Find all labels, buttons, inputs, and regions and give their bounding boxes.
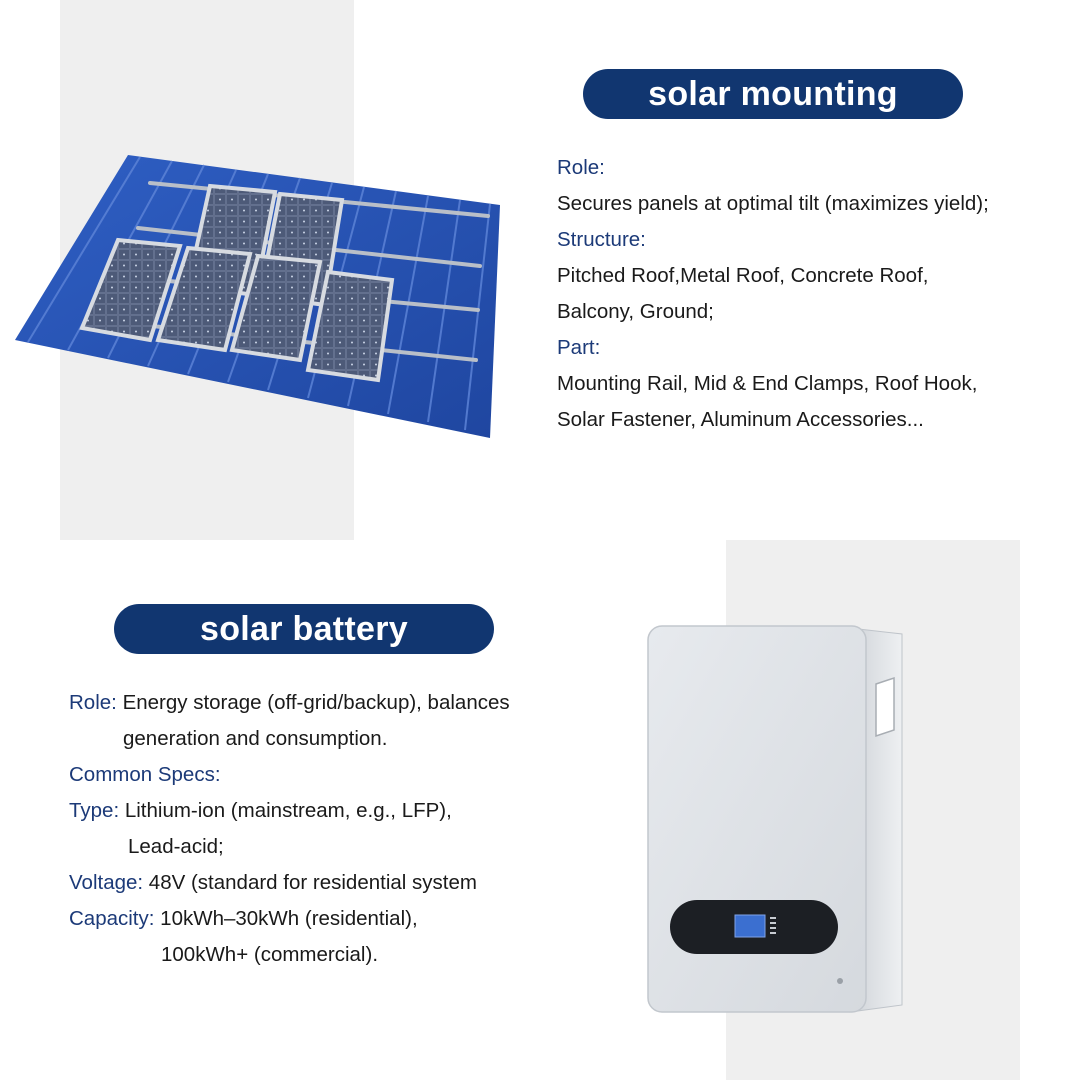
solar-panel-roof-mounting-illustration xyxy=(10,150,510,440)
battery-capacity-line: 10kWh–30kWh (residential), xyxy=(160,907,418,930)
solar-mounting-title: solar mounting xyxy=(583,69,963,119)
battery-voltage-text: 48V (standard for residential system xyxy=(148,871,477,894)
battery-capacity-line: 100kWh+ (commercial). xyxy=(161,943,379,966)
mounting-part-label: Part: xyxy=(557,336,601,359)
mounting-structure-label: Structure: xyxy=(557,228,646,251)
power-button xyxy=(837,978,843,984)
mounting-structure-line: Balcony, Ground; xyxy=(557,300,714,323)
battery-type-line: Lithium-ion (mainstream, e.g., LFP), xyxy=(124,799,452,822)
mounting-description xyxy=(557,150,1057,438)
battery-role-line: generation and consumption. xyxy=(123,727,388,750)
battery-specs-label: Common Specs: xyxy=(69,763,221,786)
battery-type-line: Lead-acid; xyxy=(128,835,224,858)
mounting-structure-line: Pitched Roof,Metal Roof, Concrete Roof, xyxy=(557,264,929,287)
battery-voltage-label: Voltage: xyxy=(69,871,144,894)
lcd-screen xyxy=(735,915,765,937)
mounting-part-line: Solar Fastener, Aluminum Accessories... xyxy=(557,408,924,431)
battery-role-line: Energy storage (off-grid/backup), balances xyxy=(122,691,510,714)
mounting-role-text: Secures panels at optimal tilt (maximizes yield); xyxy=(557,192,989,215)
battery-description xyxy=(69,685,569,973)
solar-battery-title: solar battery xyxy=(114,604,494,654)
handle-slot xyxy=(876,678,894,736)
battery-type-label: Type: xyxy=(69,799,120,822)
mounting-part-line: Mounting Rail, Mid & End Clamps, Roof Hook, xyxy=(557,372,978,395)
battery-capacity-label: Capacity: xyxy=(69,907,155,930)
wall-mounted-battery-illustration xyxy=(640,622,910,1017)
mounting-role-label: Role: xyxy=(557,156,605,179)
battery-role-label: Role: xyxy=(69,691,117,714)
